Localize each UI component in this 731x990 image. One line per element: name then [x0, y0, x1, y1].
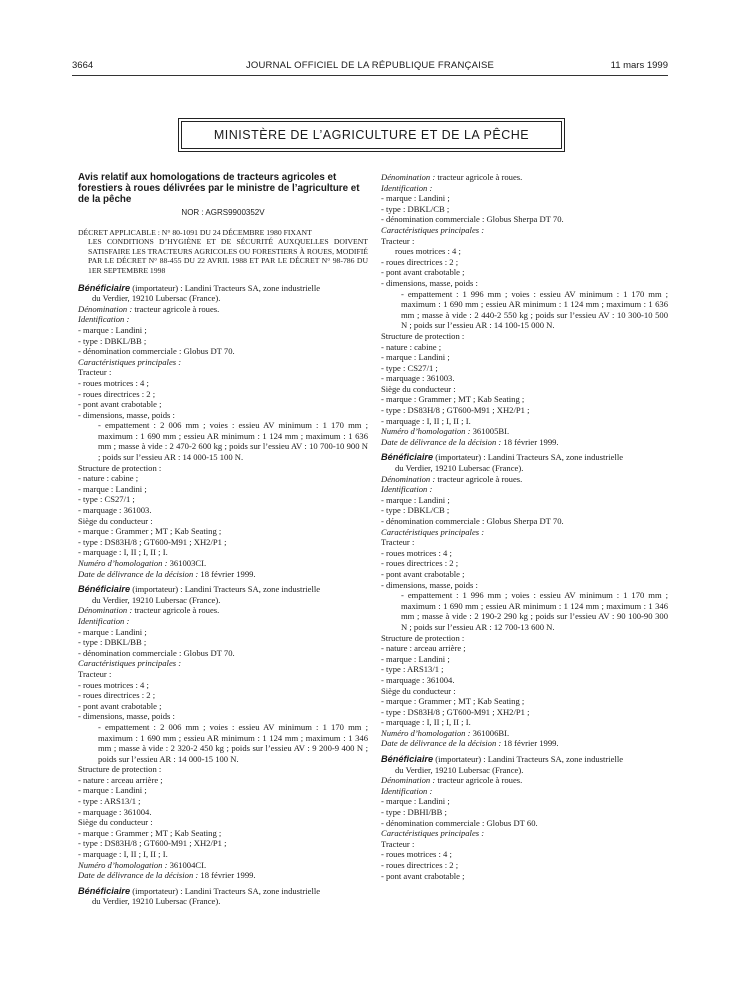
structure-marking: - marquage : 361004. [381, 674, 455, 685]
approval-entry [78, 283, 368, 580]
driving-wheels: - roues motrices : 4 ; [381, 547, 452, 558]
ident-type: - type : DBKL/CB ; [381, 203, 450, 214]
driving-wheels: - roues motrices : 4 ; [78, 679, 149, 690]
front-axle: - pont avant crabotable ; [381, 267, 465, 278]
driving-wheels: - roues motrices : 4 ; [381, 849, 452, 860]
decree-continuation: LES CONDITIONS D’HYGIÈNE ET DE SÉCURITÉ AUXQUELLES DOIVENT SATISFAIRE LES TRACTEURS AGRICOLES OU FORESTIERS À ROUES, MODIFIÉ PAR LE DÉCRET N° 88-455 DU 22 AVRIL 1988 ET PAR LE DÉCRET N° 98-786 DU 1ER SEPTEMBRE 1998 [88, 237, 368, 275]
characteristics-label: Caractéristiques principales : [78, 356, 182, 367]
denomination: Dénomination : tracteur agricole à roues. [381, 775, 523, 786]
header-rule [72, 75, 668, 76]
dimensions-label: - dimensions, masse, poids : [78, 409, 175, 420]
denomination: Dénomination : tracteur agricole à roues. [381, 172, 523, 182]
ident-marque: - marque : Landini ; [78, 324, 147, 335]
beneficiary-label: Bénéficiaire [78, 885, 131, 896]
seat-label: Siège du conducteur : [381, 685, 456, 696]
seat-marque: - marque : Grammer ; MT ; Kab Seating ; [78, 827, 222, 838]
approval-entry [78, 886, 368, 907]
characteristics-label: Caractéristiques principales : [78, 658, 182, 669]
ident-commercial-name: - dénomination commerciale : Globus Sherpa DT 70. [381, 516, 564, 526]
approval-number: Numéro d’homologation : 361005BI. [381, 426, 510, 437]
ident-type: - type : DBKL/BB ; [78, 637, 147, 648]
seat-label: Siège du conducteur : [381, 383, 456, 394]
issue-date: 11 mars 1999 [610, 60, 668, 71]
tractor-label: Tracteur : [78, 668, 112, 679]
ident-commercial-name: - dénomination commerciale : Globus DT 70. [78, 346, 235, 357]
structure-nature: - nature : arceau arrière ; [78, 774, 163, 785]
approval-entry [381, 452, 668, 749]
seat-type: - type : DS83H/8 ; GT600-M91 ; XH2/P1 ; [381, 706, 530, 717]
wheelbase-specs: - empattement : 1 996 mm ; voies : essieu AV minimum : 1 170 mm ; maximum : 1 690 mm ; essieu AR minimum : 1 124 mm ; maximum : 1 636 mm ; masse à vide : 2 440-2 550 kg ; poids sur l’essieu AV : 10 300-10 500 N ; poids sur l’essieu AR : 14 100-15 000 N. [401, 288, 668, 331]
beneficiary: Bénéficiaire (importateur) : Landini Tracteurs SA, zone industrielle [78, 584, 321, 595]
beneficiary: Bénéficiaire (importateur) : Landini Tracteurs SA, zone industrielle [78, 885, 321, 896]
ident-type: - type : DBKL/CB ; [381, 505, 450, 516]
protection-structure-label: Structure de protection : [381, 330, 465, 341]
approval-entry-continued [381, 172, 668, 447]
characteristics-label: Caractéristiques principales : [381, 828, 485, 839]
approval-entry [78, 584, 368, 881]
front-axle: - pont avant crabotable ; [381, 870, 465, 881]
structure-marque: - marque : Landini ; [78, 483, 147, 494]
beneficiary: Bénéficiaire (importateur) : Landini Tracteurs SA, zone industrielle [381, 754, 624, 765]
seat-marking: - marquage : I, II ; I, II ; I. [78, 547, 168, 558]
structure-marking: - marquage : 361004. [78, 806, 152, 817]
beneficiary-label: Bénéficiaire [78, 282, 131, 293]
tractor-label: Tracteur : [381, 838, 415, 849]
seat-type: - type : DS83H/8 ; GT600-M91 ; XH2/P1 ; [78, 536, 227, 547]
ident-type: - type : DBHI/BB ; [381, 807, 447, 818]
seat-label: Siège du conducteur : [78, 515, 153, 526]
beneficiary-address: du Verdier, 19210 Lubersac (France). [395, 764, 524, 775]
seat-type: - type : DS83H/8 ; GT600-M91 ; XH2/P1 ; [78, 838, 227, 849]
front-axle: - pont avant crabotable ; [78, 399, 162, 410]
page-number: 3664 [72, 60, 94, 71]
characteristics-label: Caractéristiques principales : [381, 526, 485, 537]
ident-marque: - marque : Landini ; [78, 626, 147, 637]
structure-marque: - marque : Landini ; [78, 785, 147, 796]
structure-nature: - nature : cabine ; [78, 473, 139, 484]
denomination: Dénomination : tracteur agricole à roues. [381, 473, 523, 484]
seat-label: Siège du conducteur : [78, 817, 153, 828]
dimensions-label: - dimensions, masse, poids : [381, 277, 478, 288]
ident-commercial-name: - dénomination commerciale : Globus Sherpa DT 70. [381, 214, 564, 225]
dimensions-label: - dimensions, masse, poids : [78, 711, 175, 722]
seat-marque: - marque : Grammer ; MT ; Kab Seating ; [381, 696, 525, 707]
steering-wheels: - roues directrices : 2 ; [78, 388, 156, 399]
page-header [72, 60, 668, 74]
ident-marque: - marque : Landini ; [381, 193, 450, 204]
beneficiary: Bénéficiaire (importateur) : Landini Tracteurs SA, zone industrielle [381, 452, 624, 463]
decree-reference [78, 228, 368, 276]
protection-structure-label: Structure de protection : [78, 764, 162, 775]
approval-number: Numéro d’homologation : 361006BI. [381, 727, 510, 738]
steering-wheels: - roues directrices : 2 ; [381, 860, 459, 870]
ident-type: - type : DBKL/BB ; [78, 335, 147, 346]
driving-wheels: - roues motrices : 4 ; [78, 377, 149, 388]
tractor-label: Tracteur : [381, 537, 415, 548]
structure-type: - type : CS27/1 ; [78, 494, 135, 505]
seat-marque: - marque : Grammer ; MT ; Kab Seating ; [381, 394, 525, 405]
decision-date: Date de délivrance de la décision : 18 février 1999. [381, 738, 559, 749]
structure-type: - type : ARS13/1 ; [381, 664, 444, 675]
identification-label: Identification : [78, 314, 130, 325]
identification-label: Identification : [381, 785, 433, 796]
structure-type: - type : CS27/1 ; [381, 362, 438, 373]
driving-wheels: roues motrices : 4 ; [395, 246, 461, 257]
notice-title: Avis relatif aux homologations de tracteurs agricoles et forestiers à roues délivrées par le ministre de l’agriculture et de la pêche [78, 172, 360, 205]
denomination: Dénomination : tracteur agricole à roues. [78, 303, 220, 314]
identification-label: Identification : [78, 615, 130, 626]
beneficiary-address: du Verdier, 19210 Lubersac (France). [92, 594, 221, 605]
ident-marque: - marque : Landini ; [381, 494, 450, 505]
beneficiary-address: du Verdier, 19210 Lubersac (France). [92, 896, 221, 907]
tractor-label: Tracteur : [381, 235, 415, 246]
identification-label: Identification : [381, 484, 433, 495]
decree-first-line: DÉCRET APPLICABLE : N° 80-1091 DU 24 DÉCEMBRE 1980 FIXANT [78, 227, 312, 237]
structure-marking: - marquage : 361003. [381, 373, 455, 384]
wheelbase-specs: - empattement : 2 006 mm ; voies : essieu AV minimum : 1 170 mm ; maximum : 1 690 mm ; essieu AR minimum : 1 124 mm ; maximum : 1 636 mm ; masse à vide : 2 470-2 600 kg ; poids sur l’essieu AV : 10 700-10 900 N ; poids sur l’essieu AR : 14 000-15 100 N. [98, 420, 368, 463]
decision-date: Date de délivrance de la décision : 18 février 1999. [78, 870, 256, 881]
characteristics-label: Caractéristiques principales : [381, 224, 485, 235]
steering-wheels: - roues directrices : 2 ; [381, 256, 459, 267]
structure-marking: - marquage : 361003. [78, 505, 152, 516]
ident-commercial-name: - dénomination commerciale : Globus DT 70. [78, 647, 235, 658]
front-axle: - pont avant crabotable ; [381, 568, 465, 579]
wheelbase-specs: - empattement : 1 996 mm ; voies : essieu AV minimum : 1 170 mm ; maximum : 1 690 mm ; essieu AR minimum : 1 124 mm ; maximum : 1 346 mm ; masse à vide : 2 190-2 290 kg ; poids sur l’essieu AV : 90 100-90 300 N ; poids sur l’essieu AR : 12 700-13 600 N. [401, 590, 668, 632]
beneficiary-address: du Verdier, 19210 Lubersac (France). [92, 293, 221, 304]
beneficiary: Bénéficiaire (importateur) : Landini Tracteurs SA, zone industrielle [78, 282, 321, 293]
tractor-label: Tracteur : [78, 367, 112, 378]
ident-marque: - marque : Landini ; [381, 796, 450, 807]
journal-title: JOURNAL OFFICIEL DE LA RÉPUBLIQUE FRANÇAISE [245, 60, 495, 71]
protection-structure-label: Structure de protection : [381, 632, 465, 643]
approval-number: Numéro d’homologation : 361004CI. [78, 859, 207, 870]
structure-marque: - marque : Landini ; [381, 653, 450, 664]
structure-marque: - marque : Landini ; [381, 352, 450, 363]
identification-label: Identification : [381, 182, 433, 193]
steering-wheels: - roues directrices : 2 ; [381, 558, 459, 569]
protection-structure-label: Structure de protection : [78, 462, 162, 473]
structure-nature: - nature : cabine ; [381, 341, 442, 352]
structure-nature: - nature : arceau arrière ; [381, 643, 466, 654]
right-column [381, 172, 668, 881]
ident-commercial-name: - dénomination commerciale : Globus DT 60. [381, 817, 538, 828]
front-axle: - pont avant crabotable ; [78, 700, 162, 711]
ministry-heading: MINISTÈRE DE L’AGRICULTURE ET DE LA PÊCHE [181, 121, 562, 149]
approval-number: Numéro d’homologation : 361003CI. [78, 558, 207, 568]
denomination: Dénomination : tracteur agricole à roues. [78, 605, 220, 616]
nor-reference: NOR : AGRS9900352V [181, 208, 265, 217]
beneficiary-label: Bénéficiaire [381, 452, 434, 463]
beneficiary-label: Bénéficiaire [78, 584, 131, 595]
seat-marking: - marquage : I, II ; I, II ; I. [381, 717, 471, 728]
decision-date: Date de délivrance de la décision : 18 février 1999. [381, 436, 559, 447]
seat-type: - type : DS83H/8 ; GT600-M91 ; XH2/P1 ; [381, 405, 530, 416]
wheelbase-specs: - empattement : 2 006 mm ; voies : essieu AV minimum : 1 170 mm ; maximum : 1 690 mm ; essieu AR minimum : 1 124 mm ; maximum : 1 346 mm ; masse à vide : 2 320-2 450 kg ; poids sur l’essieu AV : 9 200-9 400 N ; poids sur l’essieu AR : 14 000-15 100 N. [98, 721, 368, 764]
seat-marking: - marquage : I, II ; I, II ; I. [78, 849, 168, 860]
beneficiary-address: du Verdier, 19210 Lubersac (France). [395, 463, 524, 474]
left-column [78, 172, 368, 907]
seat-marking: - marquage : I, II ; I, II ; I. [381, 415, 471, 426]
structure-type: - type : ARS13/1 ; [78, 796, 141, 807]
beneficiary-label: Bénéficiaire [381, 754, 434, 765]
decision-date: Date de délivrance de la décision : 18 février 1999. [78, 568, 256, 579]
seat-marque: - marque : Grammer ; MT ; Kab Seating ; [78, 526, 222, 537]
dimensions-label: - dimensions, masse, poids : [381, 579, 478, 590]
approval-entry [381, 754, 668, 881]
steering-wheels: - roues directrices : 2 ; [78, 690, 156, 701]
